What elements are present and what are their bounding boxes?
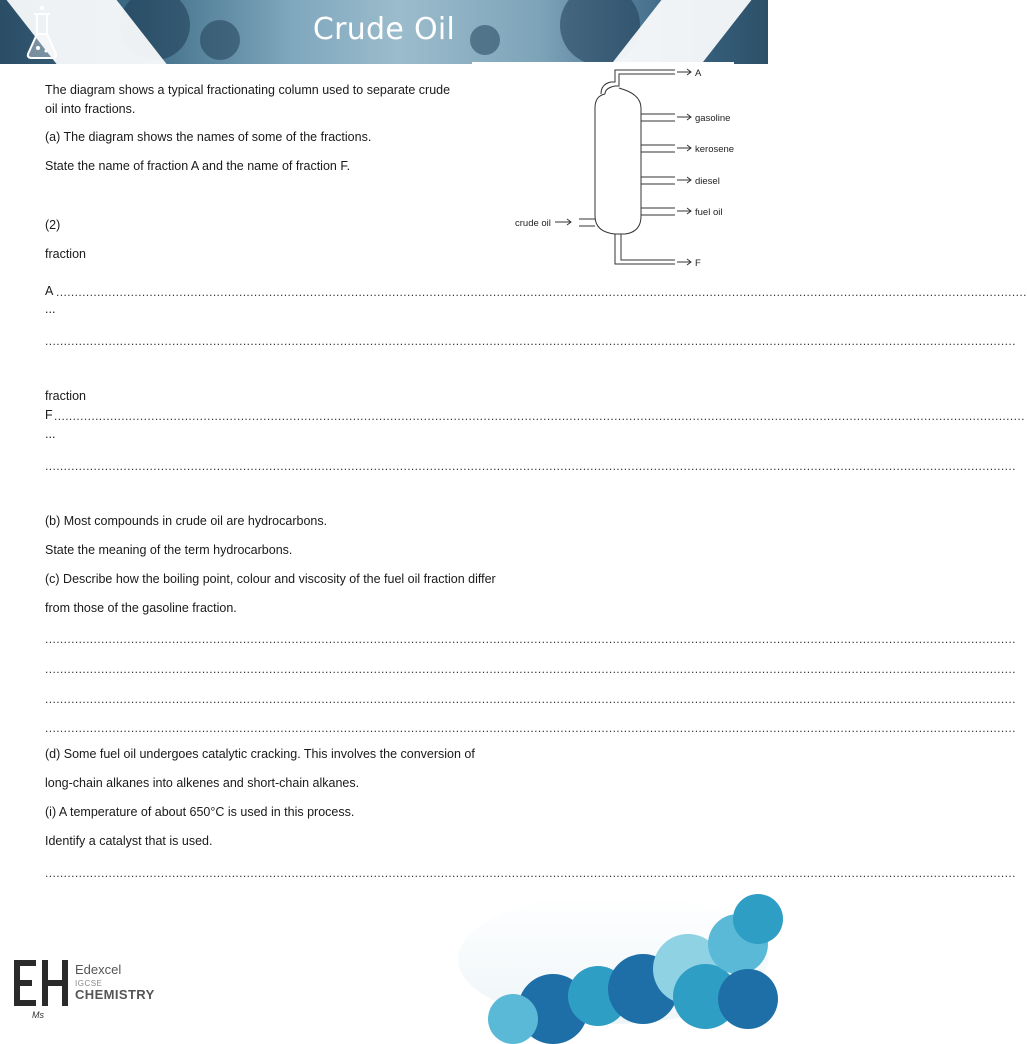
ellipsis-f: ... xyxy=(45,427,56,441)
question-a-line-2: State the name of fraction A and the name of fraction F. xyxy=(45,159,351,173)
answer-line-a-2[interactable]: .................................................................................................................................................................................................................................................................... xyxy=(45,334,1016,348)
question-c-line-1: (c) Describe how the boiling point, colour and viscosity of the fuel oil fraction differ xyxy=(45,572,496,586)
column-outline xyxy=(595,88,641,234)
fraction-label-f: fraction xyxy=(45,389,86,403)
question-d-line-2: long-chain alkanes into alkenes and short-chain alkanes. xyxy=(45,776,360,790)
answer-line-a[interactable]: .................................................................................................................................................................................................................................................................... xyxy=(56,285,1027,299)
question-d-line-3: (i) A temperature of about 650°C is used in this process. xyxy=(45,805,355,819)
footer-decoration xyxy=(418,894,768,1024)
question-b-line-2: State the meaning of the term hydrocarbons. xyxy=(45,543,293,557)
page-title: Crude Oil xyxy=(312,12,456,47)
signature: Ms xyxy=(32,1010,44,1020)
eh-logo-icon xyxy=(12,958,72,1008)
fraction-label-fuel-oil: fuel oil xyxy=(695,207,723,218)
fraction-label-gasoline: gasoline xyxy=(695,113,731,124)
answer-line-c-4[interactable]: .................................................................................................................................................................................................................................................................... xyxy=(45,721,1016,735)
answer-line-d[interactable]: .................................................................................................................................................................................................................................................................... xyxy=(45,866,1016,880)
fraction-label-top: A xyxy=(695,68,702,79)
question-c-line-2: from those of the gasoline fraction. xyxy=(45,601,237,615)
question-d-line-1: (d) Some fuel oil undergoes catalytic cracking. This involves the conversion of xyxy=(45,747,475,761)
intro-line-1: The diagram shows a typical fractionating column used to separate crude xyxy=(45,83,451,97)
question-a-line-1: (a) The diagram shows the names of some of the fractions. xyxy=(45,130,372,144)
question-b-line-1: (b) Most compounds in crude oil are hydrocarbons. xyxy=(45,514,328,528)
answer-prefix-a: A xyxy=(45,284,54,298)
marks-label: (2) xyxy=(45,218,61,232)
question-d-line-4: Identify a catalyst that is used. xyxy=(45,834,213,848)
fraction-label-bottom: F xyxy=(695,258,701,269)
brand-exam-board: Edexcel xyxy=(75,962,122,977)
answer-line-c-2[interactable]: .................................................................................................................................................................................................................................................................... xyxy=(45,662,1016,676)
intro-line-2: oil into fractions. xyxy=(45,102,136,116)
ellipsis-a: ... xyxy=(45,302,56,316)
answer-line-c-1[interactable]: .................................................................................................................................................................................................................................................................... xyxy=(45,632,1016,646)
answer-line-f-2[interactable]: .................................................................................................................................................................................................................................................................... xyxy=(45,459,1016,473)
fractionating-column-diagram xyxy=(505,64,739,274)
brand-subject: CHEMISTRY xyxy=(75,987,155,1002)
fraction-label-diesel: diesel xyxy=(695,176,720,187)
input-label-crude-oil: crude oil xyxy=(515,218,551,229)
brand-level: IGCSE xyxy=(75,979,103,988)
fraction-label-kerosene: kerosene xyxy=(695,144,735,155)
answer-line-c-3[interactable]: .................................................................................................................................................................................................................................................................... xyxy=(45,692,1016,706)
fraction-label-a: fraction xyxy=(45,247,86,261)
header-banner xyxy=(0,0,768,64)
answer-line-f[interactable]: .................................................................................................................................................................................................................................................................... xyxy=(54,409,1025,423)
answer-prefix-f: F xyxy=(45,408,53,422)
